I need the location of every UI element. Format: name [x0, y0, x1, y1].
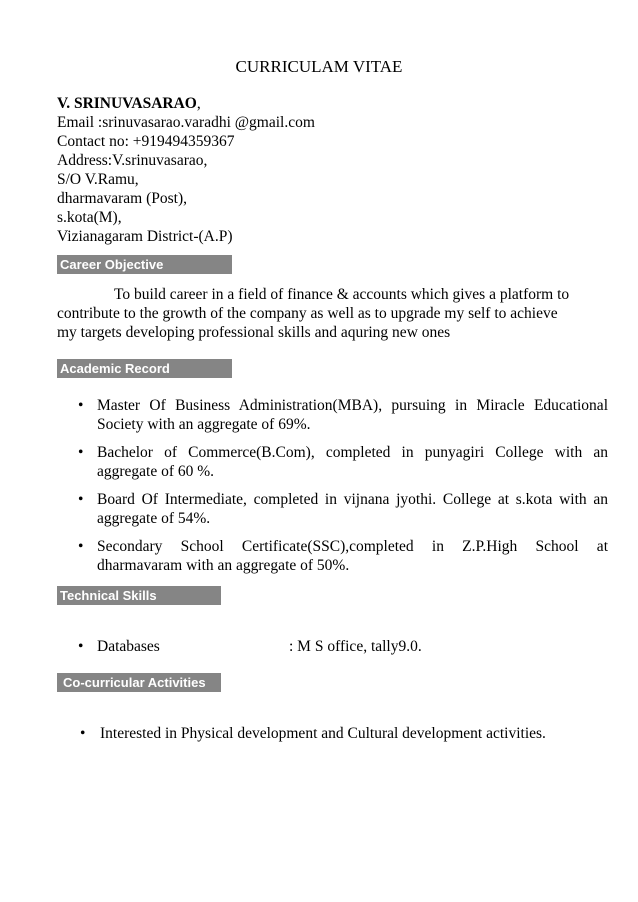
email-line: Email :srinuvasarao.varadhi @gmail.com [57, 114, 315, 131]
career-objective-text: To build career in a field of finance & accounts which gives a platform to contribute to the growth of the company as well as to upgrade my self to achieve my targets developing professional skills and aquring new ones [57, 286, 570, 341]
contact-block [57, 94, 315, 246]
candidate-name: V. SRINUVASARAO [57, 95, 197, 112]
page-title: CURRICULAM VITAE [235, 57, 403, 76]
cocurricular-item [80, 724, 546, 743]
academic-record-heading: Academic Record [57, 359, 232, 378]
address-line-1: Address:V.srinuvasarao, [57, 152, 208, 169]
address-line-3: dharmavaram (Post), [57, 190, 187, 207]
list-item [78, 537, 608, 575]
bullet-icon: • [78, 397, 84, 414]
address-line-2: S/O V.Ramu, [57, 171, 139, 188]
technical-skills-heading: Technical Skills [57, 586, 221, 605]
academic-record-list [78, 396, 608, 575]
bullet-icon: • [80, 725, 86, 742]
list-item [78, 396, 608, 434]
technical-skill-label: Databases [97, 638, 160, 655]
cocurricular-item-text: Interested in Physical development and Cultural development activities. [100, 725, 546, 742]
academic-item-text: Master Of Business Administration(MBA), pursuing in Miracle Educational Society with an aggregate of 69%. [97, 397, 608, 433]
academic-item-text: Bachelor of Commerce(B.Com), completed in punyagiri College with an aggregate of 60 %. [97, 444, 608, 480]
bullet-icon: • [78, 444, 84, 461]
technical-skill-value: : M S office, tally9.0. [289, 638, 422, 655]
phone-line: Contact no: +919494359367 [57, 133, 235, 150]
cocurricular-heading: Co-curricular Activities [57, 673, 221, 692]
list-item [78, 443, 608, 481]
academic-item-text: Board Of Intermediate, completed in vijnana jyothi. College at s.kota with an aggregate of 54%. [97, 491, 608, 527]
bullet-icon: • [78, 638, 84, 655]
academic-item-text: Secondary School Certificate(SSC),completed in Z.P.High School at dharmavaram with an aggregate of 50%. [97, 538, 608, 574]
bullet-icon: • [78, 538, 84, 555]
candidate-name-line [57, 94, 315, 113]
bullet-icon: • [78, 491, 84, 508]
name-suffix: , [196, 95, 201, 112]
address-line-5: Vizianagaram District-(A.P) [57, 228, 233, 245]
address-line-4: s.kota(M), [57, 209, 122, 226]
career-objective-heading: Career Objective [57, 255, 232, 274]
list-item [78, 490, 608, 528]
